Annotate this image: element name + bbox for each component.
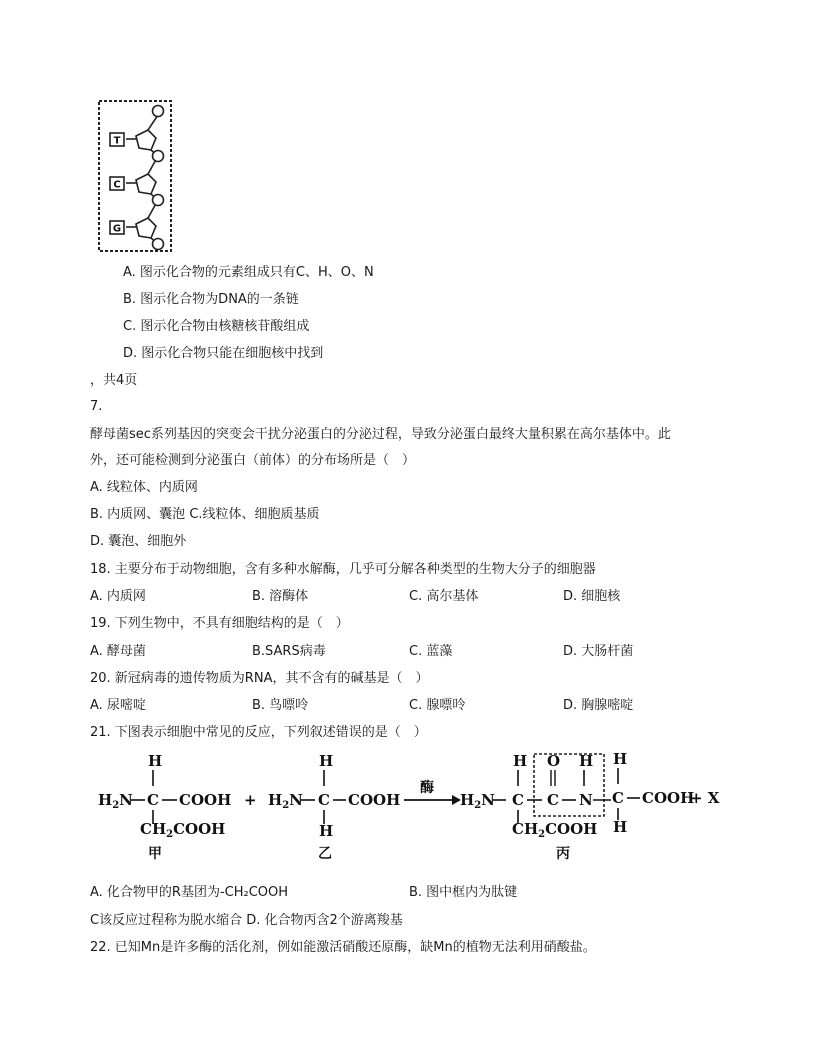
label-bing: 丙 <box>556 846 570 862</box>
svg-text:H: H <box>148 752 163 770</box>
svg-text:COOH: COOH <box>642 789 695 807</box>
phosphate-circle <box>153 239 164 250</box>
svg-text:C: C <box>612 789 624 807</box>
q19-option-d: D. 大肠杆菌 <box>563 644 634 659</box>
q20-option-c: C. 腺嘌呤 <box>409 698 466 713</box>
q18-option-a: A. 内质网 <box>90 589 146 604</box>
plus-sign: + <box>244 791 257 809</box>
svg-text:O: O <box>547 752 561 770</box>
q16-option-d: D. 图示化合物只能在细胞核中找到 <box>123 346 324 361</box>
svg-text:H: H <box>613 818 628 836</box>
svg-text:CH2COOH: $CH_2COOH$ <box>140 820 226 840</box>
q22-stem: 22. 已知Mn是许多酶的活化剂，例如能激活硝酸还原酶，缺Mn的植物无法利用硝酸盐。 <box>90 940 596 955</box>
q16-option-b: B. 图示化合物为DNA的一条链 <box>123 292 299 307</box>
enzyme-label: 酶 <box>420 780 434 796</box>
q19-option-c: C. 蓝藻 <box>409 644 453 659</box>
svg-text:N: N <box>579 791 593 809</box>
q18-option-d: D. 细胞核 <box>563 589 621 604</box>
phosphate-circle <box>153 106 164 117</box>
svg-text:H: H <box>579 752 594 770</box>
svg-text:COOH: COOH <box>348 791 401 809</box>
svg-text:H2N: $H_2N$ <box>268 791 303 811</box>
phosphate-circle <box>153 195 164 206</box>
q21-stem: 21. 下图表示细胞中常见的反应，下列叙述错误的是（ ） <box>90 725 427 740</box>
svg-text:C: C <box>318 791 330 809</box>
q17-stem-line2: 外，还可能检测到分泌蛋白（前体）的分布场所是（ ） <box>90 453 416 468</box>
svg-text:H: H <box>613 750 628 768</box>
svg-text:H2N: $H_2N$ <box>98 791 133 811</box>
svg-text:COOH: COOH <box>179 791 232 809</box>
q17-number: 7. <box>90 399 103 414</box>
page-note: ，共4页 <box>90 373 138 388</box>
svg-text:H: H <box>319 752 334 770</box>
q20-option-b: B. 鸟嘌呤 <box>252 698 309 713</box>
q16-option-c: C. 图示化合物由核糖核苷酸组成 <box>123 319 310 334</box>
q18-option-b: B. 溶酶体 <box>252 589 309 604</box>
nucleotide-chain-figure <box>96 98 178 256</box>
base-label: G <box>112 223 122 235</box>
product-x: + X <box>690 789 720 807</box>
svg-text:C: C <box>547 791 559 809</box>
q21-option-a: A. 化合物甲的R基团为-CH₂COOH <box>90 885 289 900</box>
compound-yi <box>268 752 400 862</box>
q19-option-b: B.SARS病毒 <box>252 644 326 659</box>
phosphate-circle <box>153 151 164 162</box>
svg-text:H: H <box>513 752 528 770</box>
q17-stem-line1: 酵母菌sec系列基因的突变会干扰分泌蛋白的分泌过程，导致分泌蛋白最终大量积累在高尔基体中。此 <box>90 427 671 442</box>
label-yi: 乙 <box>318 846 332 862</box>
compound-bing <box>460 750 720 862</box>
svg-text:CH2COOH: $CH_2COOH$ <box>512 820 598 840</box>
svg-text:C: C <box>147 791 159 809</box>
q18-stem: 18. 主要分布于动物细胞，含有多种水解酶，几乎可分解各种类型的生物大分子的细胞器 <box>90 562 596 577</box>
svg-text:C: C <box>512 791 524 809</box>
q17-option-bc: B. 内质网、囊泡 C.线粒体、细胞质基质 <box>90 507 320 522</box>
label-jia: 甲 <box>148 846 162 862</box>
peptide-bond-dashed-box <box>534 754 604 816</box>
base-label: C <box>113 179 121 191</box>
q21-option-b: B. 图中框内为肽键 <box>409 885 518 900</box>
svg-text:H: H <box>319 822 334 840</box>
q18-option-c: C. 高尔基体 <box>409 589 479 604</box>
q17-option-d: D. 囊泡、细胞外 <box>90 534 187 549</box>
q19-option-a: A. 酵母菌 <box>90 644 146 659</box>
dehydration-reaction-diagram <box>92 750 732 866</box>
q20-option-d: D. 胸腺嘧啶 <box>563 698 634 713</box>
svg-text:H2N: $H_2N$ <box>460 791 495 811</box>
q19-stem: 19. 下列生物中，不具有细胞结构的是（ ） <box>90 616 349 631</box>
q21-option-cd: C该反应过程称为脱水缩合 D. 化合物丙含2个游离羧基 <box>90 913 403 928</box>
q16-option-a: A. 图示化合物的元素组成只有C、H、O、N <box>123 265 374 280</box>
base-label: T <box>113 135 121 147</box>
compound-jia <box>98 752 231 862</box>
q17-option-a: A. 线粒体、内质网 <box>90 480 198 495</box>
q20-option-a: A. 尿嘧啶 <box>90 698 146 713</box>
q20-stem: 20. 新冠病毒的遗传物质为RNA，其不含有的碱基是（ ） <box>90 671 429 686</box>
